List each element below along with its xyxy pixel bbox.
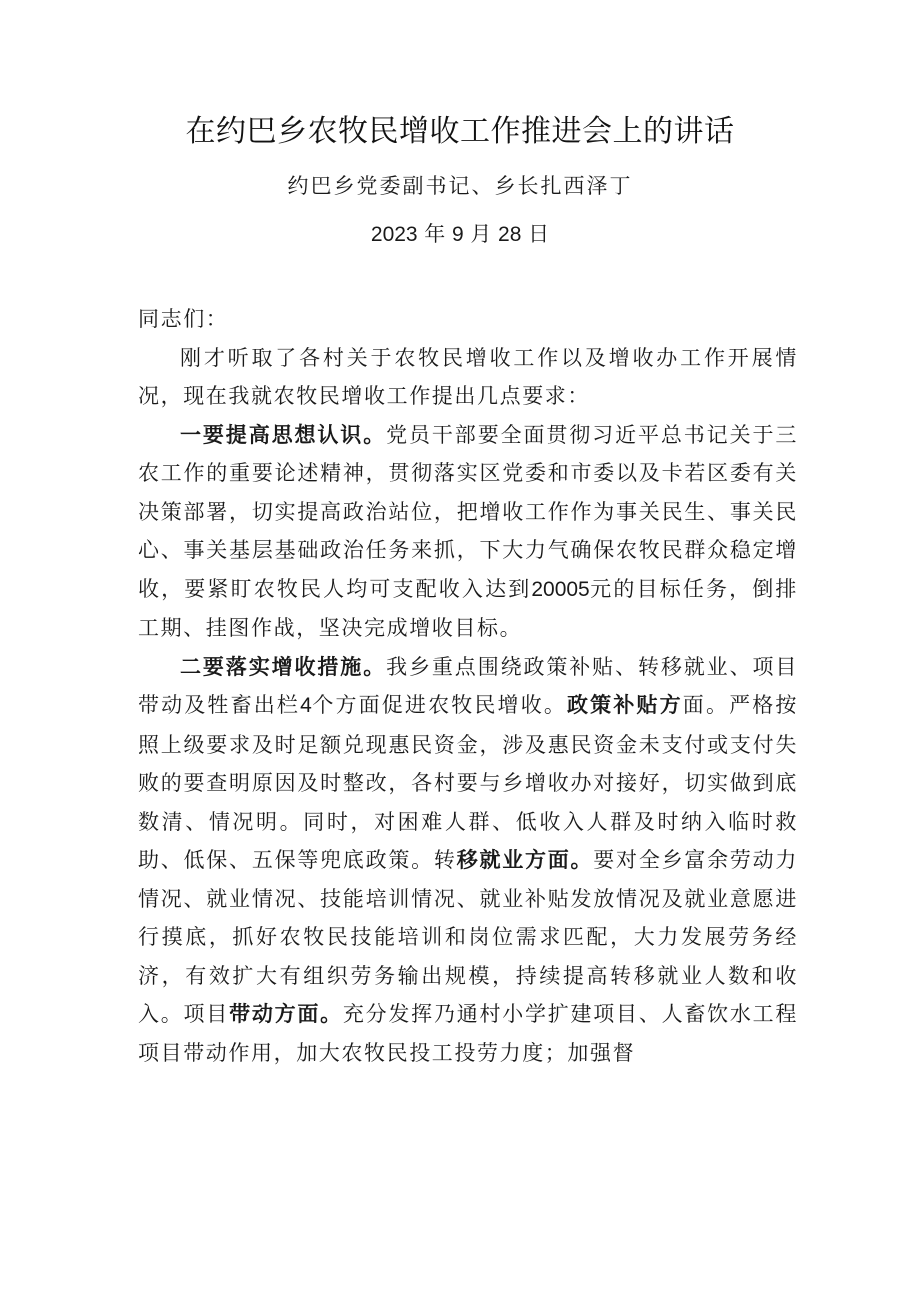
section-2-text-a: 我乡重点围绕政策补贴、转移就业、项目带动及牲畜出栏	[138, 654, 798, 717]
date-year: 2023	[370, 223, 418, 246]
document-title: 在约巴乡农牧民增收工作推进会上的讲话	[185, 114, 735, 149]
section-2-heading: 二要落实增收措施。	[180, 654, 387, 679]
date-month-unit: 月	[470, 222, 492, 246]
section-1-heading: 一要提高思想认识。	[180, 422, 387, 447]
intro-paragraph: 刚才听取了各村关于农牧民增收工作以及增收办工作开展情况，现在我就农牧民增收工作提出几点要求：	[138, 345, 798, 408]
date-day-unit: 日	[528, 222, 550, 246]
date-day: 28	[498, 223, 522, 246]
section-2-paragraph	[138, 648, 798, 1073]
date-year-unit: 年	[424, 222, 446, 246]
policy-subsidy-heading: 政策补贴方	[567, 693, 683, 717]
document-body	[138, 300, 798, 1072]
policy-subsidy-text: 面。严格按照上级要求及时足额兑现惠民资金，涉及惠民资金未支付或支付失败的要查明原因及时整改，各村要与乡增收办对接好，切实做到底数清、情况明。同时，对困难人群、低收入人群及时纳入临时救助、低保、五保等兜底政策。转	[138, 693, 799, 872]
salutation: 同志们：	[138, 307, 229, 331]
section-1-text-b: 元的目标任务，倒排工期、挂图作战，坚决完成增收目标。	[138, 576, 798, 640]
income-target: 20005	[531, 577, 590, 601]
project-text: 充分发挥乃通村小学扩建项目、人畜饮水工程项目带动作用，加大农牧民投工投劳力度；加强督	[138, 1002, 799, 1065]
employment-text: 要对全乡富余劳动力情况、就业情况、技能培训情况、就业补贴发放情况及就业意愿进行摸底，抓好农牧民技能培训和岗位需求匹配，大力发展劳务经济，有效扩大有组织劳务输出规模，持续提高转移就业人数和收入。项目	[138, 848, 799, 1026]
project-heading: 带动方面。	[229, 1002, 343, 1026]
author-line: 约巴乡党委副书记、乡长扎西泽丁	[287, 174, 633, 198]
measure-count: 4	[300, 694, 312, 717]
date-month: 9	[451, 223, 464, 246]
section-2-text-b: 个方面促进农牧民增收。	[311, 693, 568, 717]
speech-date	[0, 218, 920, 251]
employment-heading: 移就业方面。	[456, 848, 594, 872]
section-1-paragraph	[138, 416, 798, 648]
section-1-text-a: 党员干部要全面贯彻习近平总书记关于三农工作的重要论述精神，贯彻落实区党委和市委以及卡若区委有关决策部署，切实提高政治站位，把增收工作作为事关民生、事关民心、事关基层基础政治任务来抓，下大力气确保农牧民群众稳定增收，要紧盯农牧民人均可支配收入达到	[138, 422, 798, 601]
